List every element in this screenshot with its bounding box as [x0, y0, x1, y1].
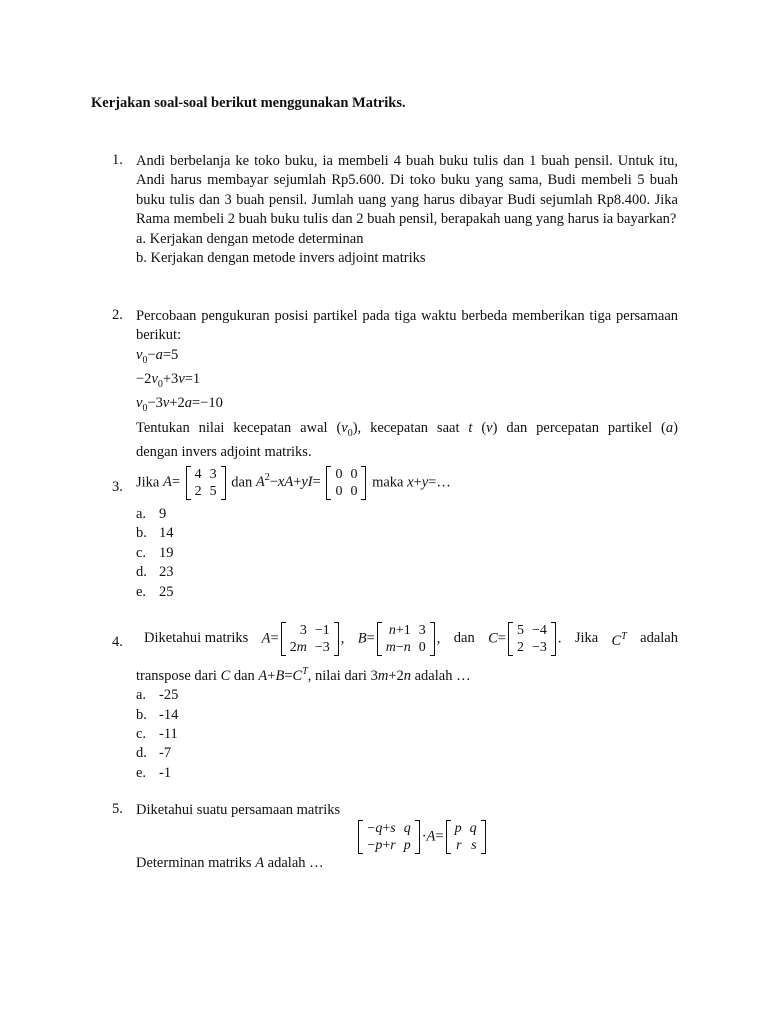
option: e. 25: [136, 583, 174, 600]
option: d. 23: [136, 564, 174, 581]
page-title: Kerjakan soal-soal berikut menggunakan Matriks.: [91, 95, 406, 111]
options-list: [136, 686, 678, 783]
matrix-right: p q r s: [446, 820, 486, 854]
option: d. -7: [136, 745, 172, 762]
matrix-C: 5 −4 2 −3: [508, 622, 556, 656]
question-number: 3.: [112, 479, 123, 495]
matrix-zero: 0 0 0 0: [326, 466, 366, 500]
question-text-cont: transpose dari C dan $A+B=C^T$, nilai dari 3m+2n adalah …: [136, 666, 471, 684]
matrix-A: 4 3 2 5: [186, 466, 226, 500]
option: c. -11: [136, 726, 178, 743]
option: a. 9: [136, 506, 167, 522]
matrix-equation: −q+s q −p+r p ·A= p q r s: [136, 820, 678, 854]
question-number: 4.: [112, 634, 123, 650]
question-3: [112, 466, 678, 602]
option: e. -1: [136, 764, 172, 781]
sub-task-a: a. Kerjakan dengan metode determinan: [136, 230, 364, 247]
option: b. -14: [136, 706, 179, 723]
question-4: [112, 622, 678, 783]
option: c. 19: [136, 544, 174, 561]
question-5: [112, 801, 678, 874]
option: b. 14: [136, 525, 174, 542]
equation-2: $-2v_0+3v=1$: [136, 371, 201, 390]
question-number: 1.: [112, 152, 123, 168]
question-text: Percobaan pengukuran posisi partikel pada tiga waktu berbeda memberikan tiga persamaan berikut:: [136, 308, 678, 344]
question-text: Diketahui suatu persamaan matriks: [136, 802, 341, 818]
matrix-A: 3 −1 2m −3: [281, 622, 339, 656]
question-instruction: Tentukan nilai kecepatan awal $(v_0)$, kecepatan saat t (v) dan percepatan partikel (a): [136, 419, 678, 439]
question-text: Andi berbelanja ke toko buku, ia membeli 4 buah buku tulis dan 1 buah pensil. Untuk itu, Andi harus membayar sejumlah Rp5.600. Di toko buku yang sama, Budi membeli 5 buah buku tulis dan 3 buah pensil. Jumlah uang yang harus dibayar Budi sejumlah Rp8.400. Jika Rama membeli 2 buah buku tulis dan 2 buah pensil, berapakah uang yang harus ia bayarkan?: [136, 153, 678, 228]
options-list: [136, 505, 678, 602]
question-2: [112, 307, 678, 462]
question-1: [112, 152, 678, 268]
question-text: Diketahui matriks A= 3 −1 2m −3 , B= n+1 3 m−n 0 , dan C= 5 −4 2 −3 . Jika $C^T$ adalah: [144, 623, 678, 655]
question-number: 5.: [112, 801, 123, 817]
question-text: Jika A = 4 3 2 5 dan $A^2-xA+yI=$ 0 0 0 0 maka x+y=…: [136, 467, 451, 499]
option: a. -25: [136, 687, 179, 704]
matrix-B: n+1 3 m−n 0: [377, 622, 435, 656]
equation-3: $v_0-3v+2a=-10$: [136, 395, 223, 415]
question-number: 2.: [112, 307, 123, 323]
question-ask: Determinan matriks A adalah …: [136, 855, 324, 872]
question-instruction-end: dengan invers adjoint matriks.: [136, 444, 312, 460]
sub-task-b: b. Kerjakan dengan metode invers adjoint matriks: [136, 250, 426, 267]
matrix-left: −q+s q −p+r p: [358, 820, 419, 854]
equation-1: $v_0-a=5$: [136, 346, 179, 366]
